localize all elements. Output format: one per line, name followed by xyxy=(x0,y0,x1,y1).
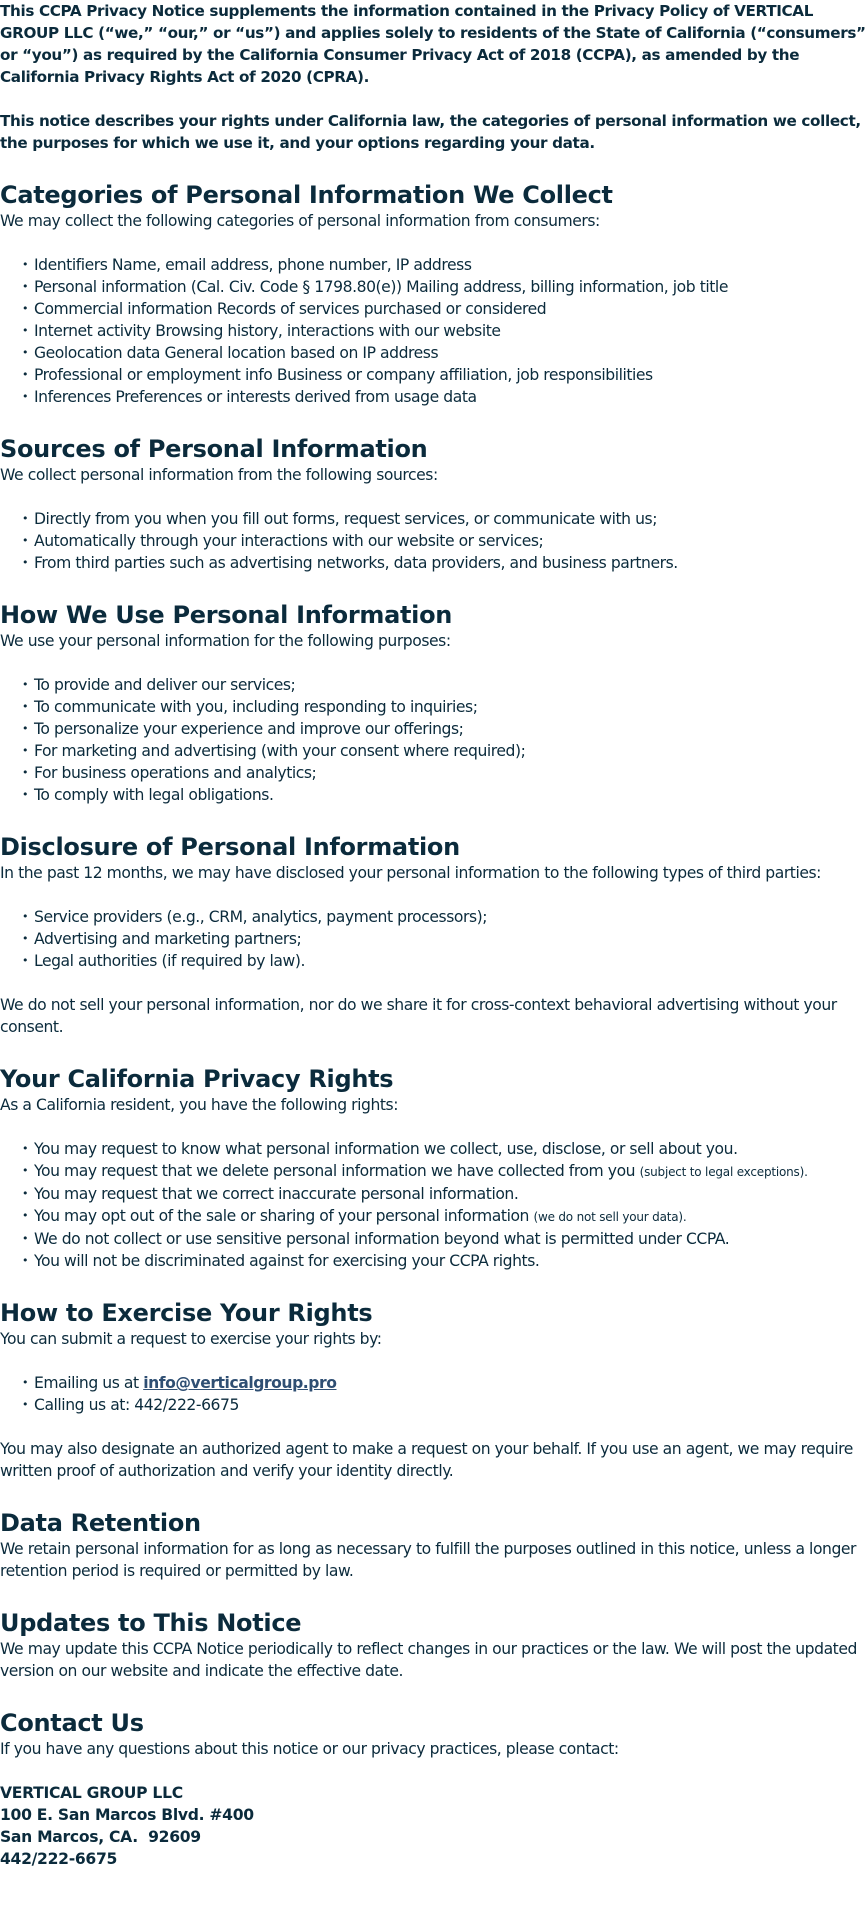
disclosure-lead: In the past 12 months, we may have disclosed your personal information to the following types of third parties: xyxy=(0,864,821,882)
exercise-lead: You can submit a request to exercise your rights by: xyxy=(0,1330,382,1348)
exercise-heading: How to Exercise Your Rights xyxy=(0,1299,373,1327)
list-item: • You may request to know what personal information we collect, use, disclose, or sell about you. xyxy=(22,1138,867,1160)
exercise-list xyxy=(0,1372,867,1416)
rights-heading: Your California Privacy Rights xyxy=(0,1065,394,1093)
disclosure-list xyxy=(0,906,867,972)
rights-item-text: You may request that we delete personal information we have collected from you xyxy=(34,1162,636,1180)
list-item: • To communicate with you, including responding to inquiries; xyxy=(22,696,867,718)
list-item: • We do not collect or use sensitive personal information beyond what is permitted under CCPA. xyxy=(22,1228,867,1250)
list-item: • Personal information (Cal. Civ. Code § 1798.80(e)) Mailing address, billing information, job title xyxy=(22,276,867,298)
list-item: • For business operations and analytics; xyxy=(22,762,867,784)
list-item: • To comply with legal obligations. xyxy=(22,784,867,806)
contact-heading: Contact Us xyxy=(0,1709,144,1737)
categories-list xyxy=(0,254,867,408)
categories-lead: We may collect the following categories of personal information from consumers: xyxy=(0,212,600,230)
list-item: • Geolocation data General location based on IP address xyxy=(22,342,867,364)
rights-lead: As a California resident, you have the following rights: xyxy=(0,1096,399,1114)
rights-item-note: (we do not sell your data). xyxy=(533,1210,687,1224)
rights-list xyxy=(0,1138,867,1272)
contact-address xyxy=(0,1782,867,1870)
email-link[interactable]: info@verticalgroup.pro xyxy=(143,1374,337,1392)
list-item: • Directly from you when you fill out forms, request services, or communicate with us; xyxy=(22,508,867,530)
list-item: • Commercial information Records of services purchased or considered xyxy=(22,298,867,320)
use-heading: How We Use Personal Information xyxy=(0,601,453,629)
disclosure-heading: Disclosure of Personal Information xyxy=(0,833,460,861)
agent-note: You may also designate an authorized agent to make a request on your behalf. If you use an agent, we may require written proof of authorization and verify your identity directly. xyxy=(0,1440,853,1480)
street-address: 100 E. San Marcos Blvd. #400 xyxy=(0,1806,254,1824)
use-list xyxy=(0,674,867,806)
updates-heading: Updates to This Notice xyxy=(0,1609,302,1637)
list-item: • From third parties such as advertising networks, data providers, and business partners. xyxy=(22,552,867,574)
list-item: • You will not be discriminated against for exercising your CCPA rights. xyxy=(22,1250,867,1272)
list-item: • Advertising and marketing partners; xyxy=(22,928,867,950)
rights-item-note: (subject to legal exceptions). xyxy=(639,1165,808,1179)
list-item: • You may request that we correct inaccurate personal information. xyxy=(22,1183,867,1205)
intro-paragraph-1: This CCPA Privacy Notice supplements the information contained in the Privacy Policy of VERTICAL GROUP LLC (“we,” “our,” or “us”) and applies solely to residents of the State of California (“consumers” or “you”) as required by the California Consumer Privacy Act of 2018 (CCPA), as amended by the California Privacy Rights Act of 2020 (CPRA). xyxy=(0,2,866,86)
list-item: • Professional or employment info Business or company affiliation, job responsibilities xyxy=(22,364,867,386)
sources-heading: Sources of Personal Information xyxy=(0,435,428,463)
list-item: • To personalize your experience and improve our offerings; xyxy=(22,718,867,740)
use-lead: We use your personal information for the following purposes: xyxy=(0,632,451,650)
contact-phone: 442/222-6675 xyxy=(0,1850,118,1868)
list-item: • Legal authorities (if required by law). xyxy=(22,950,867,972)
disclosure-note: We do not sell your personal information, nor do we share it for cross-context behavioral advertising without your consent. xyxy=(0,996,837,1036)
list-item xyxy=(22,1160,867,1183)
retention-body: We retain personal information for as long as necessary to fulfill the purposes outlined in this notice, unless a longer retention period is required or permitted by law. xyxy=(0,1540,857,1580)
rights-item-text: You may opt out of the sale or sharing of your personal information xyxy=(34,1207,529,1225)
retention-heading: Data Retention xyxy=(0,1509,201,1537)
company-name: VERTICAL GROUP LLC xyxy=(0,1784,183,1802)
contact-lead: If you have any questions about this notice or our privacy practices, please contact: xyxy=(0,1740,619,1758)
list-item: • To provide and deliver our services; xyxy=(22,674,867,696)
list-item: • For marketing and advertising (with your consent where required); xyxy=(22,740,867,762)
categories-heading: Categories of Personal Information We Collect xyxy=(0,181,613,209)
list-item: • Identifiers Name, email address, phone number, IP address xyxy=(22,254,867,276)
list-item xyxy=(22,1372,867,1394)
list-item: • Inferences Preferences or interests derived from usage data xyxy=(22,386,867,408)
sources-list xyxy=(0,508,867,574)
intro-paragraph-2: This notice describes your rights under California law, the categories of personal information we collect, the purposes for which we use it, and your options regarding your data. xyxy=(0,112,861,152)
email-prefix: Emailing us at xyxy=(34,1374,139,1392)
updates-body: We may update this CCPA Notice periodically to reflect changes in our practices or the law. We will post the updated version on our website and indicate the effective date. xyxy=(0,1640,857,1680)
sources-lead: We collect personal information from the following sources: xyxy=(0,466,438,484)
list-item: • Internet activity Browsing history, interactions with our website xyxy=(22,320,867,342)
list-item: • Automatically through your interactions with our website or services; xyxy=(22,530,867,552)
list-item xyxy=(22,1205,867,1228)
list-item: • Service providers (e.g., CRM, analytics, payment processors); xyxy=(22,906,867,928)
list-item: • Calling us at: 442/222-6675 xyxy=(22,1394,867,1416)
city-state-zip: San Marcos, CA. 92609 xyxy=(0,1828,201,1846)
